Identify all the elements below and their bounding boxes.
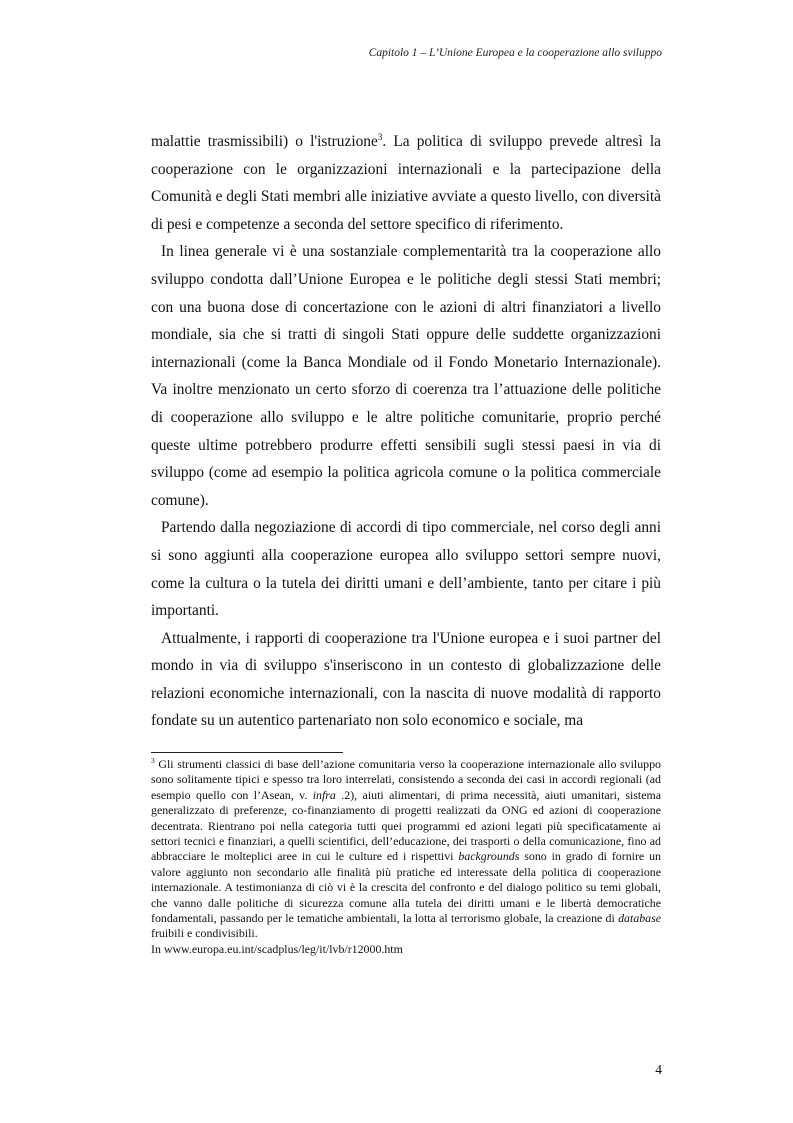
footnote-reference[interactable]: 3 [377, 131, 383, 142]
paragraph-3: Partendo dalla negoziazione di accordi di tipo commerciale, nel corso degli anni si sono aggiunti alla cooperazione europea allo sviluppo settori sempre nuovi, come la cultura o la tutela dei diritti umani e dell’ambiente, tanto per citare i più importanti. [151, 519, 661, 620]
footnote-separator [151, 752, 343, 753]
main-text [151, 128, 661, 735]
running-header: Capitolo 1 – L’Unione Europea e la cooperazione allo sviluppo [368, 47, 662, 59]
paragraph-2: In linea generale vi è una sostanziale complementarità tra la cooperazione allo sviluppo condotta dall’Unione Europea e le politiche degli stessi Stati membri; con una buona dose di concertazione con le azioni di altri finanziatori a livello mondiale, sia che si tratti di singoli Stati oppure delle suddette organizzazioni internazionali (come la Banca Mondiale od il Fondo Monetario Internazionale). Va inoltre menzionato un certo sforzo di coerenza tra l’attuazione delle politiche di cooperazione allo sviluppo e le altre politiche comunitarie, proprio perché queste ultime potrebbero produrre effetti sensibili sugli stessi paesi in via di sviluppo (come ad esempio la politica agricola comune o la politica commerciale comune). [151, 243, 661, 509]
footnote [151, 757, 661, 957]
footnote-source: In www.europa.eu.int/scadplus/leg/it/lvb/r12000.htm [151, 941, 403, 956]
footnote-body [151, 757, 661, 942]
footnote-marker: 3 [151, 756, 155, 766]
paragraph-1 [151, 128, 661, 238]
footnote-text-3: sono in grado di fornire un valore aggiunto non secondario alle finalità più pratiche ed interessate della politica di cooperazione internazionale. A testimonianza di ciò vi è la crescita del confronto e del dialogo politico su temi globali, che vanno dalle politiche di sicurezza comune alla tutela dei diritti umani e le libertà democratiche fondamentali, passando per le tematiche ambientali, la lotta al terrorismo globale, la creazione di [151, 849, 661, 926]
paragraph-4: Attualmente, i rapporti di cooperazione tra l'Unione europea e i suoi partner del mondo in via di sviluppo s'inseriscono in un contesto di globalizzazione delle relazioni economiche internazionali, con la nascita di nuove modalità di rapporto fondate su un autentico partenariato non solo economico e sociale, ma [151, 629, 661, 730]
paragraph-1-text-a: malattie trasmissibili) o l'istruzione [151, 133, 378, 150]
footnote-text-1: Gli strumenti classici di base dell’azione comunitaria verso la cooperazione internazionale allo sviluppo sono solitamente tipici e spesso tra loro interrelati, consistendo a seconda dei casi in accordi regionali (ad esempio quello con l’Asean, v. [151, 757, 661, 802]
footnote-text-2: .2), aiuti alimentari, di prima necessità, aiuti umanitari, sistema generalizzato di preferenze, co-finanziamento di progetti realizzati da ONG ed azioni di cooperazione decentrata. Rientrano poi nella categoria tutti quei programmi ed azioni legati più specificatamente ai settori tecnici e finanziari, a quelli scientifici, dell’educazione, dei trasporti o della comunicazione, fino ad abbracciare le molteplici aree in cui le culture ed i rispettivi [151, 787, 662, 864]
footnote-italic-database: database [618, 911, 661, 926]
page-number: 4 [655, 1062, 662, 1077]
footnote-text-4: fruibili e condivisibili. [151, 926, 258, 941]
footnote-italic-infra: infra [312, 787, 336, 802]
footnote-italic-backgrounds: backgrounds [458, 849, 520, 864]
paragraph-1-text-b: . La politica di sviluppo prevede altresì la cooperazione con le organizzazioni internazionali e la partecipazione della Comunità e degli Stati membri alle iniziative avviate a questo livello, con diversità di pesi e competenze a seconda del settore specifico di riferimento. [151, 133, 662, 233]
